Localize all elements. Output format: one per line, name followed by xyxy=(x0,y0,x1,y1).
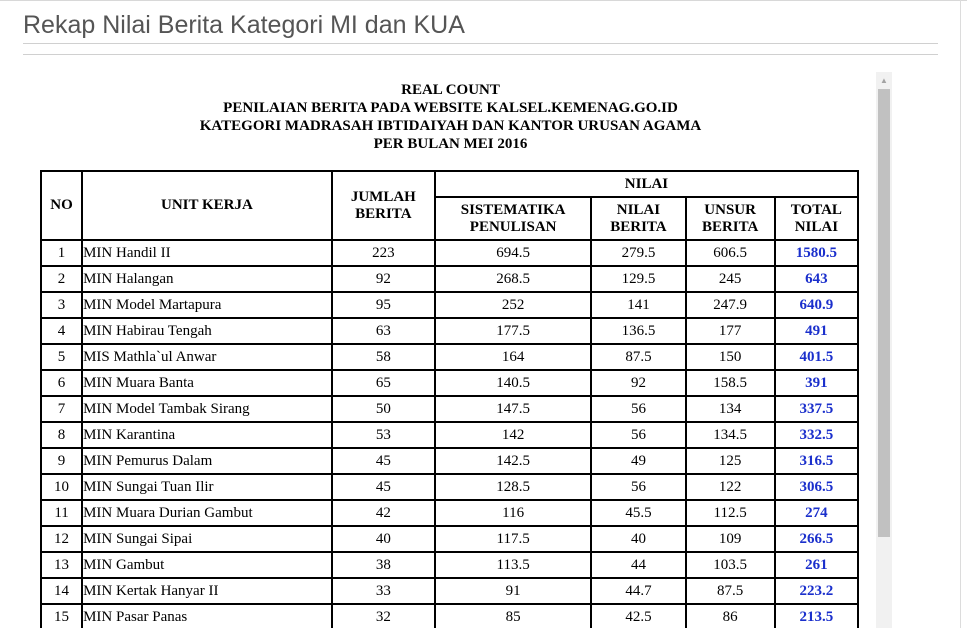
cell-unsur: 103.5 xyxy=(686,552,775,578)
cell-total: 223.2 xyxy=(775,578,858,604)
cell-unsur: 134.5 xyxy=(686,422,775,448)
heading-line: PER BULAN MEI 2016 xyxy=(373,136,528,152)
cell-total: 491 xyxy=(775,318,858,344)
table-row xyxy=(41,396,858,422)
cell-sistematika: 113.5 xyxy=(435,552,591,578)
scrollbar-thumb[interactable] xyxy=(878,89,890,537)
cell-sistematika: 116 xyxy=(435,500,591,526)
cell-total: 640.9 xyxy=(775,292,858,318)
col-header-sistematika: SISTEMATIKA PENULISAN xyxy=(435,197,591,240)
cell-total: 274 xyxy=(775,500,858,526)
cell-nilai: 92 xyxy=(591,370,685,396)
cell-total: 391 xyxy=(775,370,858,396)
cell-unit: MIN Sungai Sipai xyxy=(82,526,332,552)
right-border xyxy=(960,0,961,628)
cell-jumlah: 65 xyxy=(332,370,435,396)
table-row xyxy=(41,344,858,370)
cell-jumlah: 95 xyxy=(332,292,435,318)
cell-unit: MIN Habirau Tengah xyxy=(82,318,332,344)
cell-total: 337.5 xyxy=(775,396,858,422)
table-row xyxy=(41,422,858,448)
cell-no: 11 xyxy=(41,500,82,526)
cell-jumlah: 32 xyxy=(332,604,435,628)
cell-jumlah: 45 xyxy=(332,474,435,500)
heading-line: KATEGORI MADRASAH IBTIDAIYAH DAN KANTOR URUSAN AGAMA xyxy=(199,118,702,134)
table-row xyxy=(41,552,858,578)
score-table xyxy=(40,170,859,628)
cell-unit: MIN Kertak Hanyar II xyxy=(82,578,332,604)
cell-sistematika: 147.5 xyxy=(435,396,591,422)
cell-sistematika: 142.5 xyxy=(435,448,591,474)
cell-no: 13 xyxy=(41,552,82,578)
cell-total: 643 xyxy=(775,266,858,292)
cell-sistematika: 177.5 xyxy=(435,318,591,344)
col-header-nilai-berita: NILAI BERITA xyxy=(591,197,685,240)
cell-no: 4 xyxy=(41,318,82,344)
cell-unit: MIN Sungai Tuan Ilir xyxy=(82,474,332,500)
cell-sistematika: 164 xyxy=(435,344,591,370)
cell-unsur: 247.9 xyxy=(686,292,775,318)
scroll-up-arrow-icon[interactable]: ▲ xyxy=(880,75,888,85)
cell-total: 1580.5 xyxy=(775,240,858,266)
cell-nilai: 40 xyxy=(591,526,685,552)
col-header-total: TOTAL NILAI xyxy=(775,197,858,240)
cell-jumlah: 92 xyxy=(332,266,435,292)
cell-unsur: 150 xyxy=(686,344,775,370)
cell-sistematika: 142 xyxy=(435,422,591,448)
cell-unsur: 122 xyxy=(686,474,775,500)
cell-no: 5 xyxy=(41,344,82,370)
cell-unit: MIN Muara Banta xyxy=(82,370,332,396)
cell-jumlah: 53 xyxy=(332,422,435,448)
cell-no: 8 xyxy=(41,422,82,448)
table-row xyxy=(41,604,858,628)
cell-jumlah: 33 xyxy=(332,578,435,604)
cell-nilai: 44 xyxy=(591,552,685,578)
cell-nilai: 87.5 xyxy=(591,344,685,370)
table-row xyxy=(41,526,858,552)
cell-nilai: 136.5 xyxy=(591,318,685,344)
table-row xyxy=(41,240,858,266)
cell-sistematika: 91 xyxy=(435,578,591,604)
cell-no: 7 xyxy=(41,396,82,422)
cell-no: 2 xyxy=(41,266,82,292)
cell-unit: MIN Model Martapura xyxy=(82,292,332,318)
divider xyxy=(23,54,938,55)
cell-nilai: 56 xyxy=(591,422,685,448)
cell-jumlah: 223 xyxy=(332,240,435,266)
table-row xyxy=(41,578,858,604)
cell-jumlah: 50 xyxy=(332,396,435,422)
table-row xyxy=(41,318,858,344)
cell-no: 12 xyxy=(41,526,82,552)
cell-jumlah: 45 xyxy=(332,448,435,474)
col-header-nilai-group: NILAI xyxy=(435,171,858,197)
cell-unit: MIN Pemurus Dalam xyxy=(82,448,332,474)
cell-unsur: 245 xyxy=(686,266,775,292)
page-title: Rekap Nilai Berita Kategori MI dan KUA xyxy=(23,11,465,39)
col-header-no: NO xyxy=(41,171,82,240)
table-row xyxy=(41,448,858,474)
cell-no: 14 xyxy=(41,578,82,604)
cell-unit: MIN Muara Durian Gambut xyxy=(82,500,332,526)
col-header-jumlah: JUMLAH BERITA xyxy=(332,171,435,240)
cell-nilai: 45.5 xyxy=(591,500,685,526)
cell-unsur: 86 xyxy=(686,604,775,628)
cell-no: 1 xyxy=(41,240,82,266)
heading-line: REAL COUNT xyxy=(401,82,500,98)
cell-nilai: 141 xyxy=(591,292,685,318)
cell-total: 332.5 xyxy=(775,422,858,448)
col-header-unit: UNIT KERJA xyxy=(82,171,332,240)
table-row xyxy=(41,266,858,292)
cell-total: 306.5 xyxy=(775,474,858,500)
report-heading xyxy=(23,81,878,153)
cell-jumlah: 38 xyxy=(332,552,435,578)
cell-unsur: 134 xyxy=(686,396,775,422)
cell-no: 9 xyxy=(41,448,82,474)
heading-line: PENILAIAN BERITA PADA WEBSITE KALSEL.KEMENAG.GO.ID xyxy=(223,100,678,116)
cell-nilai: 56 xyxy=(591,396,685,422)
divider xyxy=(23,43,938,44)
cell-sistematika: 140.5 xyxy=(435,370,591,396)
cell-sistematika: 268.5 xyxy=(435,266,591,292)
col-header-unsur: UNSUR BERITA xyxy=(686,197,775,240)
cell-sistematika: 117.5 xyxy=(435,526,591,552)
cell-jumlah: 58 xyxy=(332,344,435,370)
cell-jumlah: 63 xyxy=(332,318,435,344)
cell-unit: MIN Gambut xyxy=(82,552,332,578)
cell-unit: MIN Halangan xyxy=(82,266,332,292)
report-frame[interactable] xyxy=(23,72,893,628)
cell-unsur: 112.5 xyxy=(686,500,775,526)
table-row xyxy=(41,500,858,526)
cell-no: 6 xyxy=(41,370,82,396)
cell-no: 15 xyxy=(41,604,82,628)
cell-no: 3 xyxy=(41,292,82,318)
cell-sistematika: 252 xyxy=(435,292,591,318)
cell-sistematika: 128.5 xyxy=(435,474,591,500)
cell-nilai: 49 xyxy=(591,448,685,474)
cell-total: 401.5 xyxy=(775,344,858,370)
cell-unsur: 109 xyxy=(686,526,775,552)
cell-nilai: 279.5 xyxy=(591,240,685,266)
cell-total: 213.5 xyxy=(775,604,858,628)
cell-unit: MIS Mathla`ul Anwar xyxy=(82,344,332,370)
cell-jumlah: 42 xyxy=(332,500,435,526)
cell-total: 266.5 xyxy=(775,526,858,552)
cell-total: 316.5 xyxy=(775,448,858,474)
cell-unit: MIN Model Tambak Sirang xyxy=(82,396,332,422)
cell-nilai: 129.5 xyxy=(591,266,685,292)
table-row xyxy=(41,370,858,396)
cell-nilai: 42.5 xyxy=(591,604,685,628)
cell-unsur: 606.5 xyxy=(686,240,775,266)
cell-no: 10 xyxy=(41,474,82,500)
cell-unit: MIN Pasar Panas xyxy=(82,604,332,628)
cell-unit: MIN Handil II xyxy=(82,240,332,266)
table-row xyxy=(41,474,858,500)
cell-unsur: 87.5 xyxy=(686,578,775,604)
cell-unit: MIN Karantina xyxy=(82,422,332,448)
cell-unsur: 158.5 xyxy=(686,370,775,396)
top-border xyxy=(0,0,967,5)
cell-unsur: 177 xyxy=(686,318,775,344)
cell-sistematika: 694.5 xyxy=(435,240,591,266)
cell-sistematika: 85 xyxy=(435,604,591,628)
table-row xyxy=(41,292,858,318)
cell-jumlah: 40 xyxy=(332,526,435,552)
cell-total: 261 xyxy=(775,552,858,578)
cell-nilai: 44.7 xyxy=(591,578,685,604)
cell-nilai: 56 xyxy=(591,474,685,500)
cell-unsur: 125 xyxy=(686,448,775,474)
